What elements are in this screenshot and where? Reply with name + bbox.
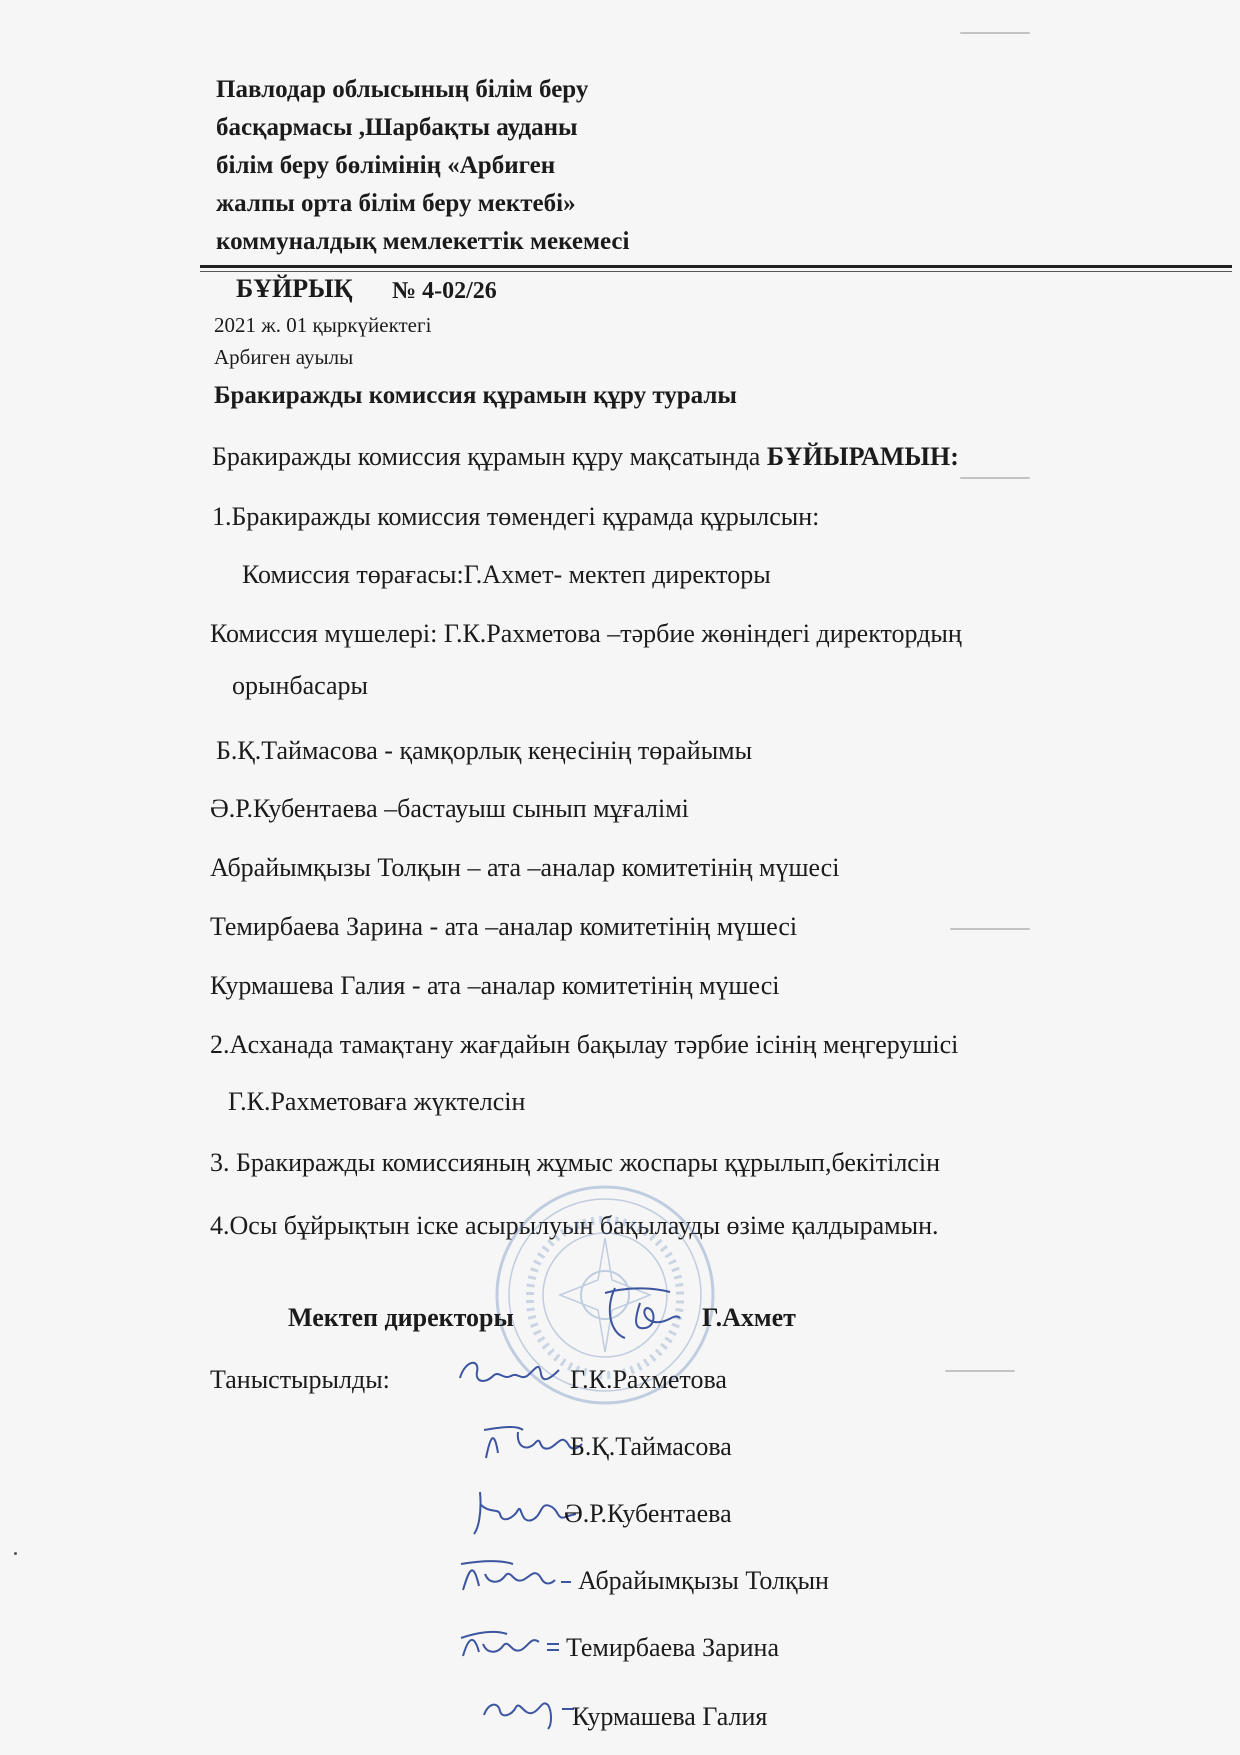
director-name: Г.Ахмет (702, 1303, 796, 1332)
ack-name-1: Г.К.Рахметова (570, 1365, 727, 1394)
director-role: Мектеп директоры (288, 1303, 514, 1332)
scan-streak (945, 1370, 1015, 1372)
order-date: 2021 ж. 01 қыркүйектегі (214, 313, 432, 337)
ack-name-3: Ә.Р.Кубентаева (564, 1499, 732, 1528)
member-2: Ә.Р.Кубентаева –бастауыш сынып мұғалімі (210, 794, 689, 823)
header-line-1: Павлодар облысының білім беру (216, 76, 589, 103)
item-1: 1.Бракиражды комиссия төмендегі құрамда құрылсын: (212, 502, 820, 531)
header-divider-thin (200, 271, 1232, 272)
order-title: БҰЙРЫҚ (236, 274, 353, 303)
header-line-3: білім беру бөлімінің «Арбиген (216, 152, 556, 179)
acknowledged-label: Таныстырылды: (210, 1365, 390, 1394)
intro-text: Бракиражды комиссия құрамын құру мақсатында (212, 442, 767, 471)
order-number: № 4-02/26 (392, 278, 497, 304)
director-signature-icon (585, 1278, 695, 1348)
order-subject: Бракиражды комиссия құрамын құру туралы (214, 382, 737, 409)
ack-name-4: Абрайымқызы Толқын (578, 1566, 829, 1595)
signature-5-icon (455, 1618, 565, 1668)
item-4: 4.Осы бұйрықтын іске асырылуын бақылауды өзіме қалдырамын. (210, 1211, 939, 1240)
scan-streak (950, 928, 1030, 930)
item-2-cont: Г.К.Рахметоваға жүктелсін (228, 1087, 526, 1116)
order-place: Арбиген ауылы (214, 345, 354, 369)
scan-streak (960, 477, 1030, 479)
item-2: 2.Асханада тамақтану жағдайын бақылау тәрбие ісінің меңгерушісі (210, 1030, 959, 1059)
intro-emphasis: БҰЙЫРАМЫН: (766, 442, 959, 471)
commission-chair: Комиссия төрағасы:Г.Ахмет- мектеп директоры (242, 560, 771, 589)
member-4: Темирбаева Зарина - ата –аналар комитетінің мүшесі (210, 912, 798, 941)
signature-2-icon (478, 1418, 583, 1468)
member-1: Б.Қ.Таймасова - қамқорлық кеңесінің төрайымы (216, 736, 753, 765)
ack-name-5: Темирбаева Зарина (566, 1633, 780, 1662)
commission-members: Комиссия мүшелері: Г.К.Рахметова –тәрбие жөніндегі директордың (210, 619, 962, 648)
order-intro (212, 442, 959, 472)
signature-4-icon (455, 1550, 575, 1600)
item-3: 3. Бракиражды комиссияның жұмыс жоспары құрылып,бекітілсін (210, 1148, 940, 1177)
member-3: Абрайымқызы Толқын – ата –аналар комитетінің мүшесі (210, 853, 840, 882)
signature-1-icon (455, 1350, 565, 1395)
commission-members-cont: орынбасары (232, 671, 369, 700)
header-line-2: басқармасы ,Шарбақты ауданы (216, 114, 578, 141)
scan-streak (960, 32, 1030, 34)
header-line-4: жалпы орта білім беру мектебі» (216, 190, 576, 217)
header-divider (200, 265, 1232, 268)
member-5: Курмашева Галия - ата –аналар комитетінің мүшесі (210, 971, 780, 1000)
scan-speck (14, 1552, 17, 1555)
ack-name-2: Б.Қ.Таймасова (570, 1432, 732, 1461)
signature-6-icon (478, 1685, 578, 1730)
ack-name-6: Курмашева Галия (572, 1702, 768, 1731)
header-line-5: коммуналдық мемлекеттік мекемесі (216, 228, 630, 255)
